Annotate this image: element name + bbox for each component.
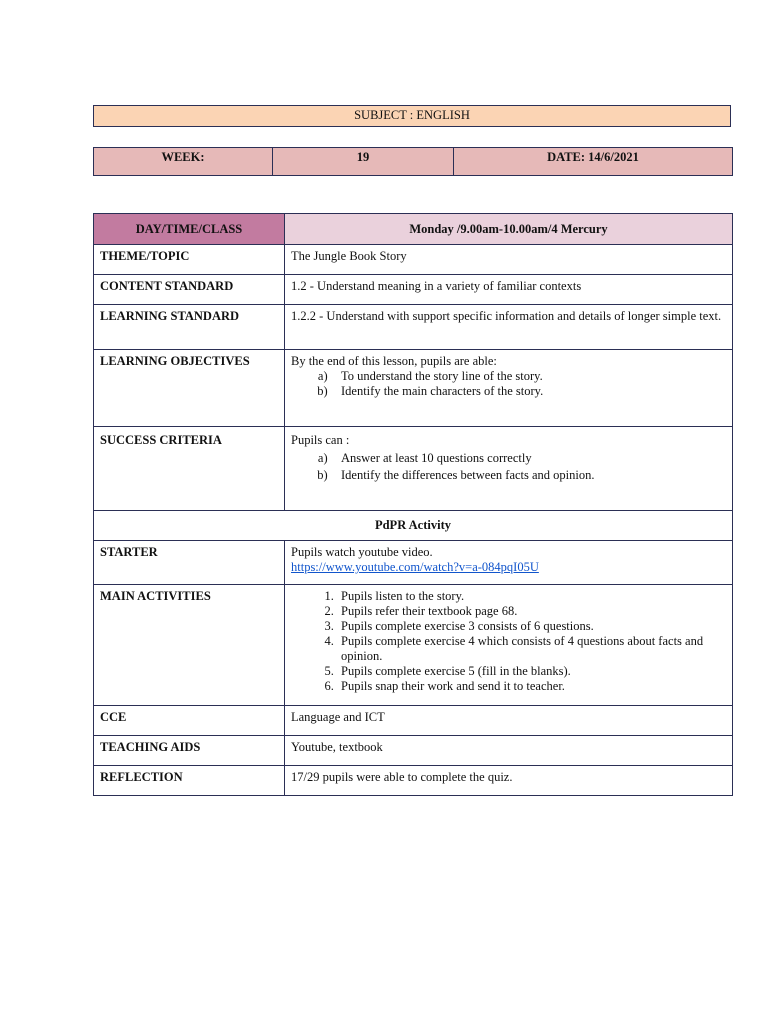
starter-cell bbox=[285, 541, 733, 585]
list-item: b. Identify the main characters of the story. bbox=[337, 384, 726, 399]
reflection-value: 17/29 pupils were able to complete the quiz. bbox=[285, 766, 733, 796]
list-item: 6. Pupils snap their work and send it to teacher. bbox=[337, 679, 726, 694]
reflection-label: REFLECTION bbox=[94, 766, 285, 796]
objectives-intro: By the end of this lesson, pupils are able: bbox=[291, 354, 497, 368]
list-item: 4. Pupils complete exercise 4 which consists of 4 questions about facts and opinion. bbox=[337, 634, 726, 664]
starter-label: STARTER bbox=[94, 541, 285, 585]
success-list bbox=[291, 451, 726, 483]
learning-standard-row bbox=[94, 305, 733, 350]
success-cell bbox=[285, 427, 733, 511]
starter-text: Pupils watch youtube video. bbox=[291, 545, 433, 559]
list-item: a. Answer at least 10 questions correctly bbox=[337, 451, 726, 466]
objectives-label: LEARNING OBJECTIVES bbox=[94, 350, 285, 427]
teaching-aids-value: Youtube, textbook bbox=[285, 736, 733, 766]
success-label: SUCCESS CRITERIA bbox=[94, 427, 285, 511]
list-item: a. To understand the story line of the story. bbox=[337, 369, 726, 384]
main-activities-label: MAIN ACTIVITIES bbox=[94, 585, 285, 706]
teaching-aids-row bbox=[94, 736, 733, 766]
learning-standard-value: 1.2.2 - Understand with support specific information and details of longer simple text. bbox=[285, 305, 733, 350]
week-date-table bbox=[93, 147, 733, 176]
week-label: WEEK: bbox=[161, 150, 205, 164]
cce-value: Language and ICT bbox=[285, 706, 733, 736]
content-standard-value: 1.2 - Understand meaning in a variety of familiar contexts bbox=[285, 275, 733, 305]
teaching-aids-label: TEACHING AIDS bbox=[94, 736, 285, 766]
week-value: 19 bbox=[356, 150, 370, 164]
objectives-row bbox=[94, 350, 733, 427]
theme-row bbox=[94, 245, 733, 275]
objectives-cell bbox=[285, 350, 733, 427]
list-item: 1. Pupils listen to the story. bbox=[337, 589, 726, 604]
starter-row bbox=[94, 541, 733, 585]
list-item: b. Identify the differences between facts and opinion. bbox=[337, 468, 726, 483]
content-standard-row bbox=[94, 275, 733, 305]
header-row bbox=[94, 214, 733, 245]
list-item: 3. Pupils complete exercise 3 consists of 6 questions. bbox=[337, 619, 726, 634]
pdpr-heading: PdPR Activity bbox=[94, 511, 733, 541]
success-row bbox=[94, 427, 733, 511]
learning-standard-label: LEARNING STANDARD bbox=[94, 305, 285, 350]
theme-label: THEME/TOPIC bbox=[94, 245, 285, 275]
youtube-link[interactable]: https://www.youtube.com/watch?v=a-084pqI05U bbox=[291, 560, 539, 574]
content-standard-label: CONTENT STANDARD bbox=[94, 275, 285, 305]
date-cell bbox=[454, 148, 733, 176]
main-activities-list bbox=[291, 589, 726, 694]
main-activities-cell bbox=[285, 585, 733, 706]
week-value-cell bbox=[273, 148, 454, 176]
day-time-class-value: Monday /9.00am-10.00am/4 Mercury bbox=[285, 214, 733, 245]
list-item: 5. Pupils complete exercise 5 (fill in the blanks). bbox=[337, 664, 726, 679]
lesson-plan-table bbox=[93, 213, 733, 796]
cce-row bbox=[94, 706, 733, 736]
subject-banner: SUBJECT : ENGLISH bbox=[93, 105, 731, 127]
date-value: DATE: 14/6/2021 bbox=[547, 150, 639, 164]
reflection-row bbox=[94, 766, 733, 796]
day-time-class-label: DAY/TIME/CLASS bbox=[94, 214, 285, 245]
main-activities-row bbox=[94, 585, 733, 706]
week-label-cell bbox=[94, 148, 273, 176]
list-item: 2. Pupils refer their textbook page 68. bbox=[337, 604, 726, 619]
objectives-list bbox=[291, 369, 726, 399]
cce-label: CCE bbox=[94, 706, 285, 736]
pdpr-row bbox=[94, 511, 733, 541]
success-intro: Pupils can : bbox=[291, 433, 350, 447]
theme-value: The Jungle Book Story bbox=[285, 245, 733, 275]
